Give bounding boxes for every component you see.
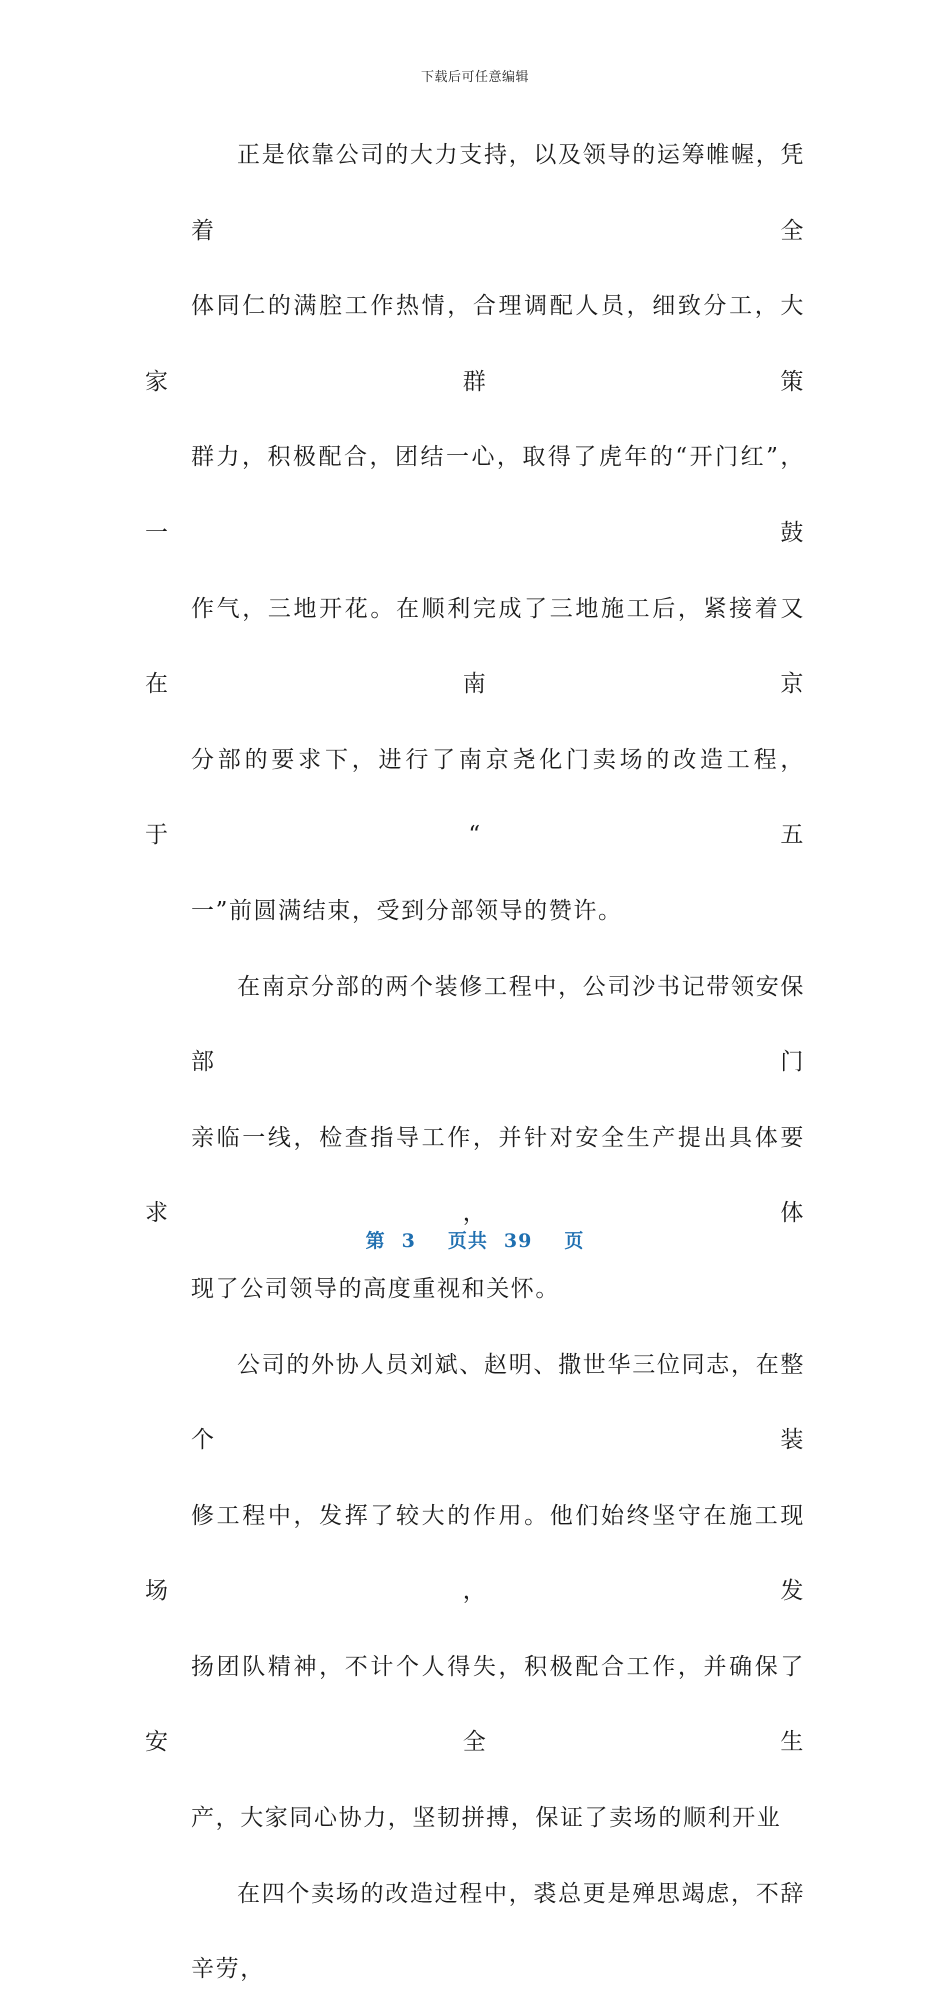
text-line: 修工程中，发挥了较大的作用。他们始终坚守在施工现场，发 bbox=[145, 1502, 805, 1605]
paragraph-2 bbox=[145, 950, 805, 1328]
paragraph-3 bbox=[145, 1328, 805, 1857]
text-line: 体同仁的满腔工作热情，合理调配人员，细致分工，大家群策 bbox=[145, 293, 805, 395]
footer-middle: 页共 bbox=[447, 1230, 488, 1252]
footer-prefix: 第 bbox=[365, 1230, 386, 1252]
text-line: 现了公司领导的高度重视和关怀。 bbox=[191, 1275, 560, 1302]
text-line: 一”前圆满结束，受到分部领导的赞许。 bbox=[191, 897, 623, 924]
text-line: 亲临一线，检查指导工作，并针对安全生产提出具体要求，体 bbox=[145, 1124, 805, 1227]
page-footer bbox=[0, 1226, 950, 1253]
text-line: 正是依靠公司的大力支持，以及领导的运筹帷幄，凭着全 bbox=[191, 142, 805, 244]
header-note: 下载后可任意编辑 bbox=[420, 70, 529, 85]
footer-page-number: 3 bbox=[401, 1230, 416, 1252]
text-line: 产，大家同心协力，坚韧拼搏，保证了卖场的顺利开业 bbox=[191, 1805, 782, 1832]
footer-total-pages: 39 bbox=[503, 1230, 533, 1252]
text-line: 扬团队精神，不计个人得失，积极配合工作，并确保了安全生 bbox=[145, 1653, 805, 1756]
text-line: 公司的外协人员刘斌、赵明、撒世华三位同志，在整个装 bbox=[191, 1351, 805, 1454]
footer-suffix: 页 bbox=[564, 1230, 585, 1252]
text-line: 作气，三地开花。在顺利完成了三地施工后，紧接着又在南京 bbox=[145, 595, 805, 698]
text-line: 群力，积极配合，团结一心，取得了虎年的“开门红”，一鼓 bbox=[145, 444, 805, 546]
paragraph-4 bbox=[145, 1857, 805, 2008]
text-line: 在四个卖场的改造过程中，裘总更是殚思竭虑，不辞辛劳， bbox=[191, 1880, 805, 1983]
paragraph-1 bbox=[145, 118, 805, 950]
document-body bbox=[145, 118, 805, 2008]
text-line: 分部的要求下，进行了南京尧化门卖场的改造工程，于“五 bbox=[145, 746, 805, 849]
text-line: 在南京分部的两个装修工程中，公司沙书记带领安保部门 bbox=[191, 973, 805, 1076]
